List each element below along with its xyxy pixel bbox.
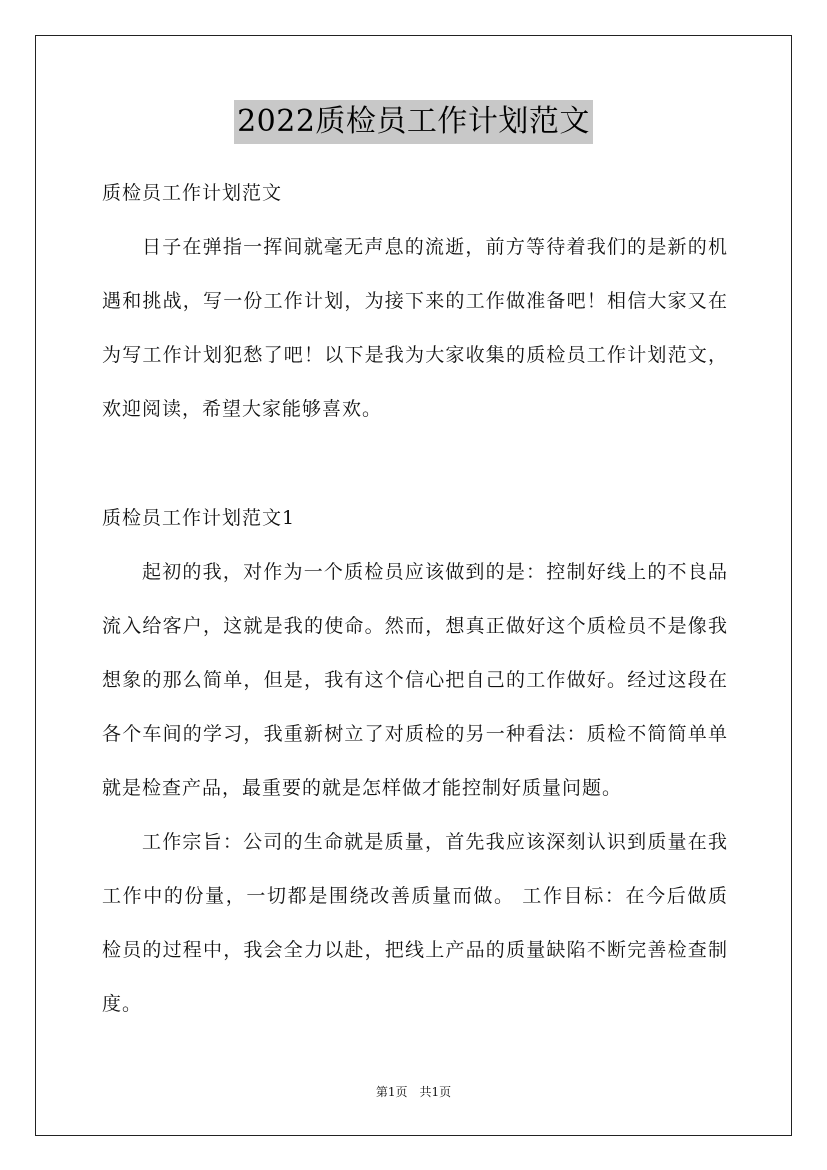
section1-paragraph-1: 起初的我，对作为一个质检员应该做到的是：控制好线上的不良品流入给客户，这就是我的使命。然而，想真正做好这个质检员不是像我想象的那么简单，但是，我有这个信心把自己的工作做好。经过这段在各个车间的学习，我重新树立了对质检的另一种看法：质检不简简单单就是检查产品，最重要的就是怎样做才能控制好质量问题。 (102, 561, 728, 799)
intro-paragraph: 日子在弹指一挥间就毫无声息的流逝，前方等待着我们的是新的机遇和挑战，写一份工作计划，为接下来的工作做准备吧！相信大家又在为写工作计划犯愁了吧！以下是我为大家收集的质检员工作计划范文，欢迎阅读，希望大家能够喜欢。 (102, 236, 728, 420)
document-title: 2022质检员工作计划范文 (234, 100, 593, 144)
page-footer: 第1页 共1页 (375, 1085, 452, 1099)
section-heading-1: 质检员工作计划范文1 (102, 507, 296, 529)
title-container (0, 100, 827, 144)
document-subtitle: 质检员工作计划范文 (102, 182, 283, 204)
section1-paragraph-2: 工作宗旨：公司的生命就是质量，首先我应该深刻认识到质量在我工作中的份量，一切都是围绕改善质量而做。 工作目标：在今后做质检员的过程中，我会全力以赴，把线上产品的质量缺陷不断完善检查制度。 (102, 831, 728, 1015)
